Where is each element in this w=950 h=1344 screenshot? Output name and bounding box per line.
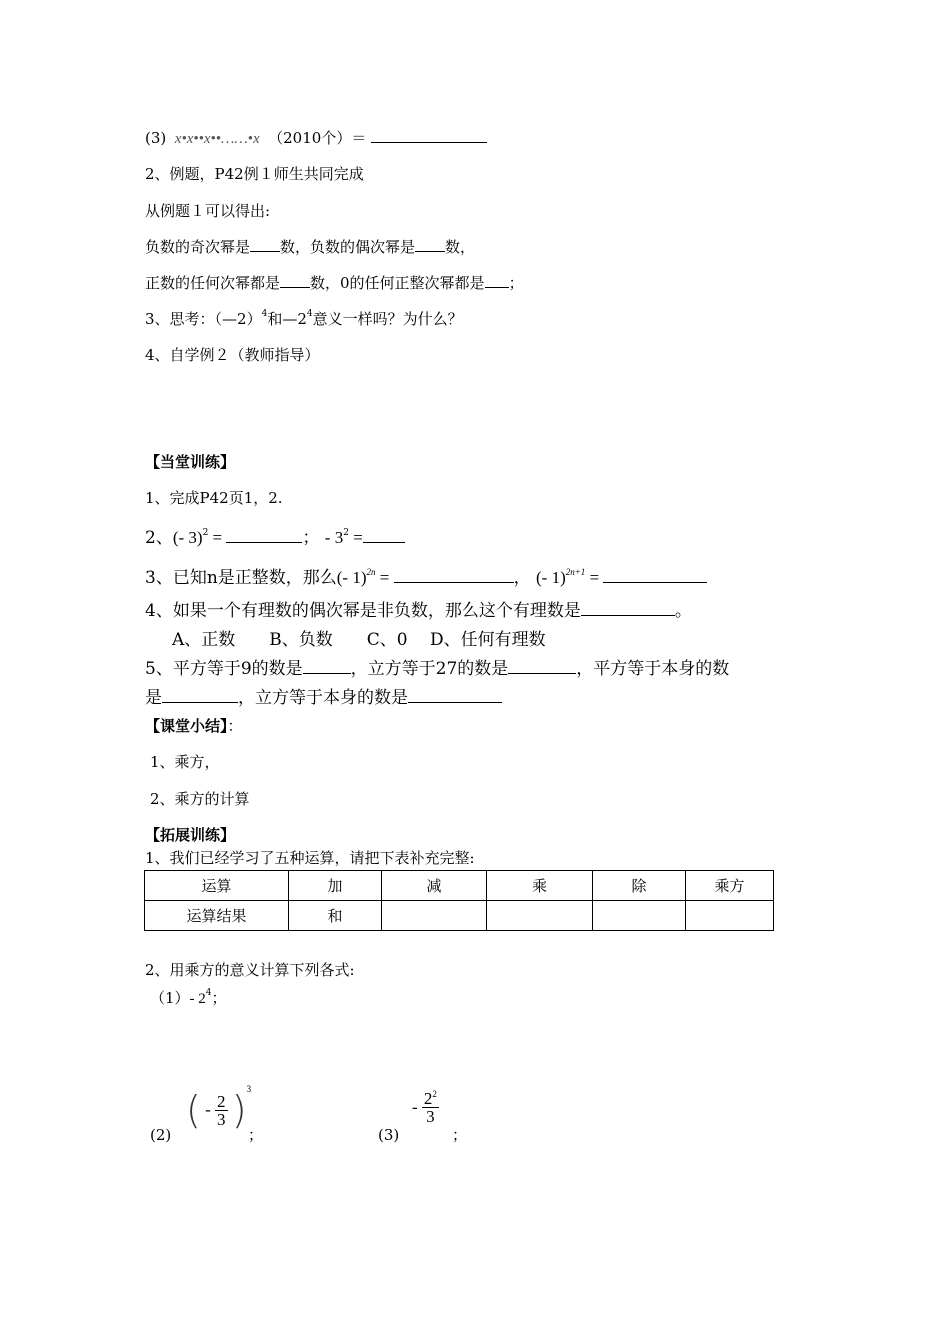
positive-power-line: 正数的任何次幂都是 数，0的任何正整次幂都是 ；: [145, 274, 524, 292]
answer-blank[interactable]: [226, 528, 302, 543]
answer-blank[interactable]: [371, 128, 487, 143]
extension-2: 2、用乘方的意义计算下列各式:: [145, 961, 355, 979]
table-header-row: [145, 871, 774, 901]
practice-4-options: A、正数 B、负数 C、0 D、任何有理数: [172, 630, 546, 650]
section-practice-title: 【当堂训练】: [145, 453, 236, 471]
practice-1: 1、完成P42页1，2.: [145, 489, 283, 507]
question-3-label: (3): [378, 1126, 400, 1144]
answer-blank[interactable]: [303, 659, 351, 674]
answer-blank[interactable]: [280, 273, 310, 288]
self-study-line: 4、自学例２（教师指导）: [145, 346, 320, 364]
section-extension-title: 【拓展训练】: [145, 826, 236, 844]
section-summary-title: 【课堂小结】：: [145, 717, 243, 735]
question-2-end: ；: [248, 1126, 264, 1144]
table-cell: 加: [289, 871, 382, 901]
summary-item-1: 1、乘方，: [150, 753, 220, 771]
practice-4: 4、如果一个有理数的偶次幂是非负数，那么这个有理数是 。: [145, 601, 692, 621]
question-2-expression: ( - $\frac{2}{3}$ )$^3$: [186, 1083, 252, 1132]
product-line: (3) x•x••x••……•x （2010个）＝: [145, 128, 487, 149]
practice-5-cont: 是 ，立方等于本身的数是: [145, 688, 502, 708]
summary-item-2: 2、乘方的计算: [150, 790, 250, 808]
left-paren: (: [186, 1088, 201, 1132]
answer-blank[interactable]: [250, 237, 280, 252]
product-expression: x•x••x••……•x: [171, 131, 264, 147]
table-cell: 运算结果: [145, 901, 289, 931]
conclusion-intro: 从例题１可以得出:: [145, 202, 271, 220]
question-1: （1）- $2^4$；: [150, 988, 227, 1007]
table-cell: 乘: [487, 871, 593, 901]
extension-1: 1、我们已经学习了五种运算，请把下表补充完整:: [145, 849, 475, 867]
answer-blank[interactable]: [408, 688, 502, 703]
table-cell-input[interactable]: [487, 901, 593, 931]
table-cell: 除: [593, 871, 686, 901]
table-cell: 运算: [145, 871, 289, 901]
answer-blank[interactable]: [363, 528, 405, 543]
answer-blank[interactable]: [485, 273, 509, 288]
table-cell: 和: [289, 901, 382, 931]
table-cell: 乘方: [686, 871, 774, 901]
right-paren: ): [231, 1088, 247, 1132]
table-cell-input[interactable]: [382, 901, 487, 931]
answer-blank[interactable]: [603, 568, 707, 583]
question-3-expression: - $\frac{2^2}{3}$: [412, 1089, 437, 1126]
practice-5: 5、平方等于9的数是 ，立方等于27的数是 ，平方等于本身的数: [145, 659, 730, 679]
fraction: $\frac{2}{3}$: [217, 1091, 226, 1129]
table-cell-input[interactable]: [686, 901, 774, 931]
fraction: $\frac{2^2}{3}$: [423, 1089, 437, 1126]
question-3-end: ；: [452, 1126, 468, 1144]
think-line: 3、思考：（—2）$^4$和$—2^4$意义一样吗？为什么？: [145, 309, 463, 328]
operations-table: [144, 870, 774, 931]
negative-power-line: 负数的奇次幂是 数，负数的偶次幂是 数，: [145, 238, 476, 256]
question-2-label: (2): [150, 1126, 172, 1144]
practice-3: 3、已知n是正整数，那么(- 1)$^{2n}$ = ， (- 1)$^{2n+1}$ =: [145, 568, 707, 590]
answer-blank[interactable]: [394, 568, 514, 583]
answer-blank[interactable]: [415, 237, 445, 252]
table-cell-input[interactable]: [593, 901, 686, 931]
answer-blank[interactable]: [162, 688, 238, 703]
example-line: 2、例题，P42例１师生共同完成: [145, 165, 364, 183]
answer-blank[interactable]: [581, 601, 675, 616]
answer-blank[interactable]: [508, 659, 576, 674]
table-cell: 减: [382, 871, 487, 901]
table-row: [145, 901, 774, 931]
practice-2: 2、(- 3)$^2$ = ； - $3^2$ =: [145, 528, 405, 551]
